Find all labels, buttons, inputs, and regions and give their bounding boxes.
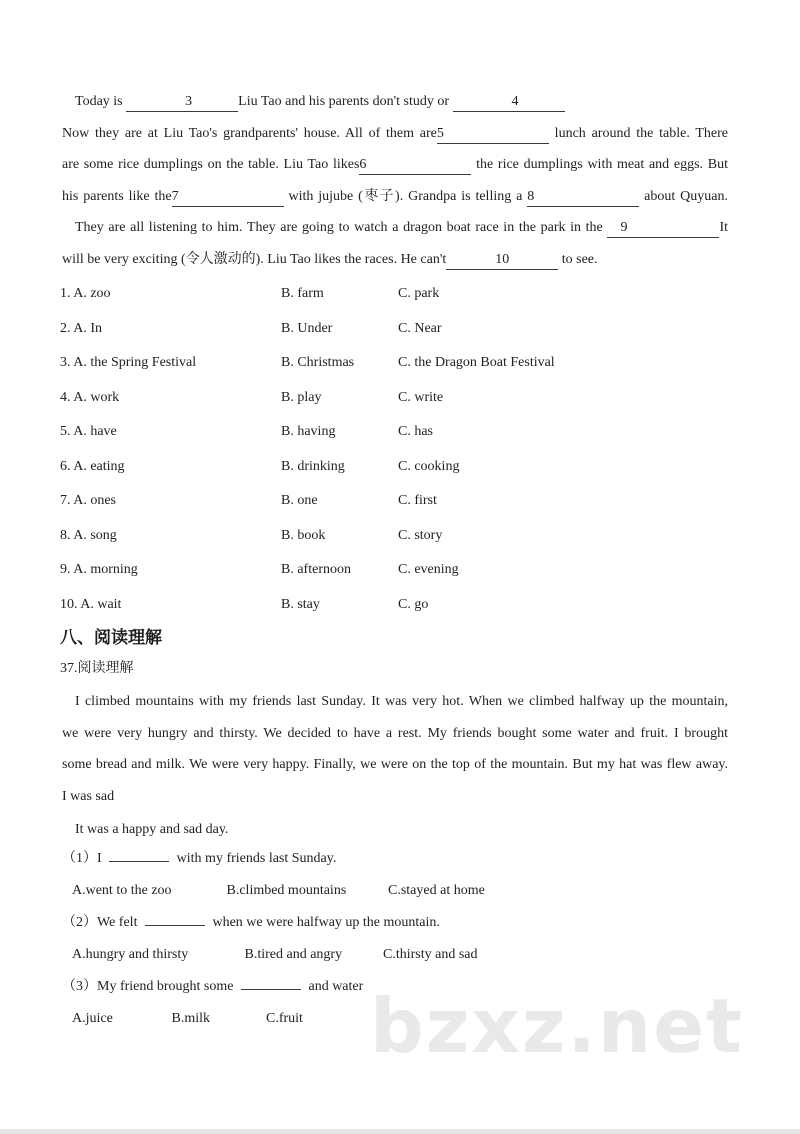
cloze-option-row xyxy=(60,450,710,485)
cloze-passage-line: will be very exciting (令人激动的). Liu Tao likes the races. He can't 10 to see. xyxy=(62,244,728,276)
option-b: B. one xyxy=(281,493,318,508)
option-c: C. write xyxy=(398,389,444,405)
cloze-passage-line: They are all listening to him. They are going to watch a dragon boat race in the park in the 9 It xyxy=(62,212,728,244)
question-stem: （1）I with my friends last Sunday. xyxy=(62,843,752,875)
passage-line: we were very hungry and thirsty. We decided to have a rest. My friends bought some water and fruit. I brought xyxy=(62,725,728,741)
question-options-row xyxy=(62,875,752,907)
option-a: 3. A. the Spring Festival xyxy=(60,355,197,370)
option-a: 2. A. In xyxy=(60,320,102,336)
cloze-passage xyxy=(62,86,728,275)
option-a: 9. A. morning xyxy=(60,562,138,577)
option-b: B. farm xyxy=(281,286,324,301)
option-b: B. stay xyxy=(281,596,320,612)
bottom-bar xyxy=(0,1129,800,1134)
cloze-option-row xyxy=(60,519,710,554)
question-stem: （3）My friend brought some and water xyxy=(62,971,752,1003)
site-watermark: bzxz.net xyxy=(370,982,744,1070)
option-c: C. cooking xyxy=(398,458,460,474)
blank-underline: 4 xyxy=(453,93,565,112)
option-c: C.stayed at home xyxy=(388,883,485,898)
cloze-option-row xyxy=(60,484,710,519)
blank-underline: 8 xyxy=(527,188,639,207)
passage-line: I was sad xyxy=(62,788,115,804)
blank-underline: 7 xyxy=(172,188,284,207)
option-a: A.juice xyxy=(72,1011,113,1026)
cloze-option-row xyxy=(60,553,710,588)
passage-line: I climbed mountains with my friends last Sunday. It was very hot. When we climbed halfway up the mountain, xyxy=(75,694,728,709)
question-number-heading: 37.阅读理解 xyxy=(60,661,134,676)
blank-underline: 10 xyxy=(446,251,558,270)
cloze-passage-line: his parents like the7 with jujube (枣子). Grandpa is telling a 8 about Quyuan. xyxy=(62,181,728,213)
option-b: B. afternoon xyxy=(281,562,351,577)
option-c: C. the Dragon Boat Festival xyxy=(398,355,555,370)
cloze-passage-line: are some rice dumplings on the table. Liu Tao likes6 the rice dumplings with meat and eggs. But xyxy=(62,149,728,181)
option-b: B.milk xyxy=(171,1011,211,1026)
reading-passage xyxy=(62,686,728,812)
blank-underline: 6 xyxy=(359,156,471,175)
option-b: B. book xyxy=(281,527,326,543)
option-a: 7. A. ones xyxy=(60,493,116,508)
option-a: 10. A. wait xyxy=(60,596,122,612)
cloze-option-row xyxy=(60,381,710,416)
passage-line: some bread and milk. We were very happy. Finally, we were on the top of the mountain. But my hat was flew away. xyxy=(62,757,728,772)
option-c: C. evening xyxy=(398,562,459,577)
cloze-option-row xyxy=(60,312,710,347)
option-c: C. Near xyxy=(398,320,442,336)
option-c: C. park xyxy=(398,286,440,301)
option-a: 1. A. zoo xyxy=(60,286,111,301)
option-b: B.climbed mountains xyxy=(226,883,347,898)
option-c: C.thirsty and sad xyxy=(383,947,478,962)
option-b: B.tired and angry xyxy=(244,947,343,962)
option-c: C. story xyxy=(398,527,443,543)
option-c: C. first xyxy=(398,493,437,508)
blank-underline: 9 xyxy=(607,219,719,238)
cloze-option-row xyxy=(60,277,710,312)
option-c: C.fruit xyxy=(266,1011,303,1026)
option-a: A.went to the zoo xyxy=(72,883,172,898)
option-a: 4. A. work xyxy=(60,389,120,405)
blank-underline xyxy=(145,907,205,926)
cloze-option-row xyxy=(60,588,710,623)
cloze-option-row xyxy=(60,415,710,450)
section-heading: 八、阅读理解 xyxy=(60,628,162,648)
option-a: 6. A. eating xyxy=(60,458,125,474)
option-b: B. drinking xyxy=(281,458,345,474)
option-b: B. having xyxy=(281,424,336,439)
blank-underline: 5 xyxy=(437,125,549,144)
option-c: C. has xyxy=(398,424,433,439)
blank-underline xyxy=(241,971,301,990)
option-a: 8. A. song xyxy=(60,527,117,543)
passage-closing-line: It was a happy and sad day. xyxy=(75,822,229,837)
option-a: 5. A. have xyxy=(60,424,117,439)
cloze-passage-line: Today is 3 Liu Tao and his parents don't study or 4 xyxy=(62,86,728,118)
question-stem: （2）We felt when we were halfway up the mountain. xyxy=(62,907,752,939)
option-b: B. play xyxy=(281,389,322,405)
cloze-passage-line: Now they are at Liu Tao's grandparents' house. All of them are5 lunch around the table. There xyxy=(62,118,728,150)
option-b: B. Christmas xyxy=(281,355,355,370)
option-b: B. Under xyxy=(281,320,333,336)
cloze-option-row xyxy=(60,346,710,381)
question-options-row xyxy=(62,939,752,971)
option-c: C. go xyxy=(398,596,429,612)
option-a: A.hungry and thirsty xyxy=(72,947,189,962)
blank-underline xyxy=(109,843,169,862)
blank-underline: 3 xyxy=(126,93,238,112)
cloze-options-list xyxy=(60,277,710,622)
